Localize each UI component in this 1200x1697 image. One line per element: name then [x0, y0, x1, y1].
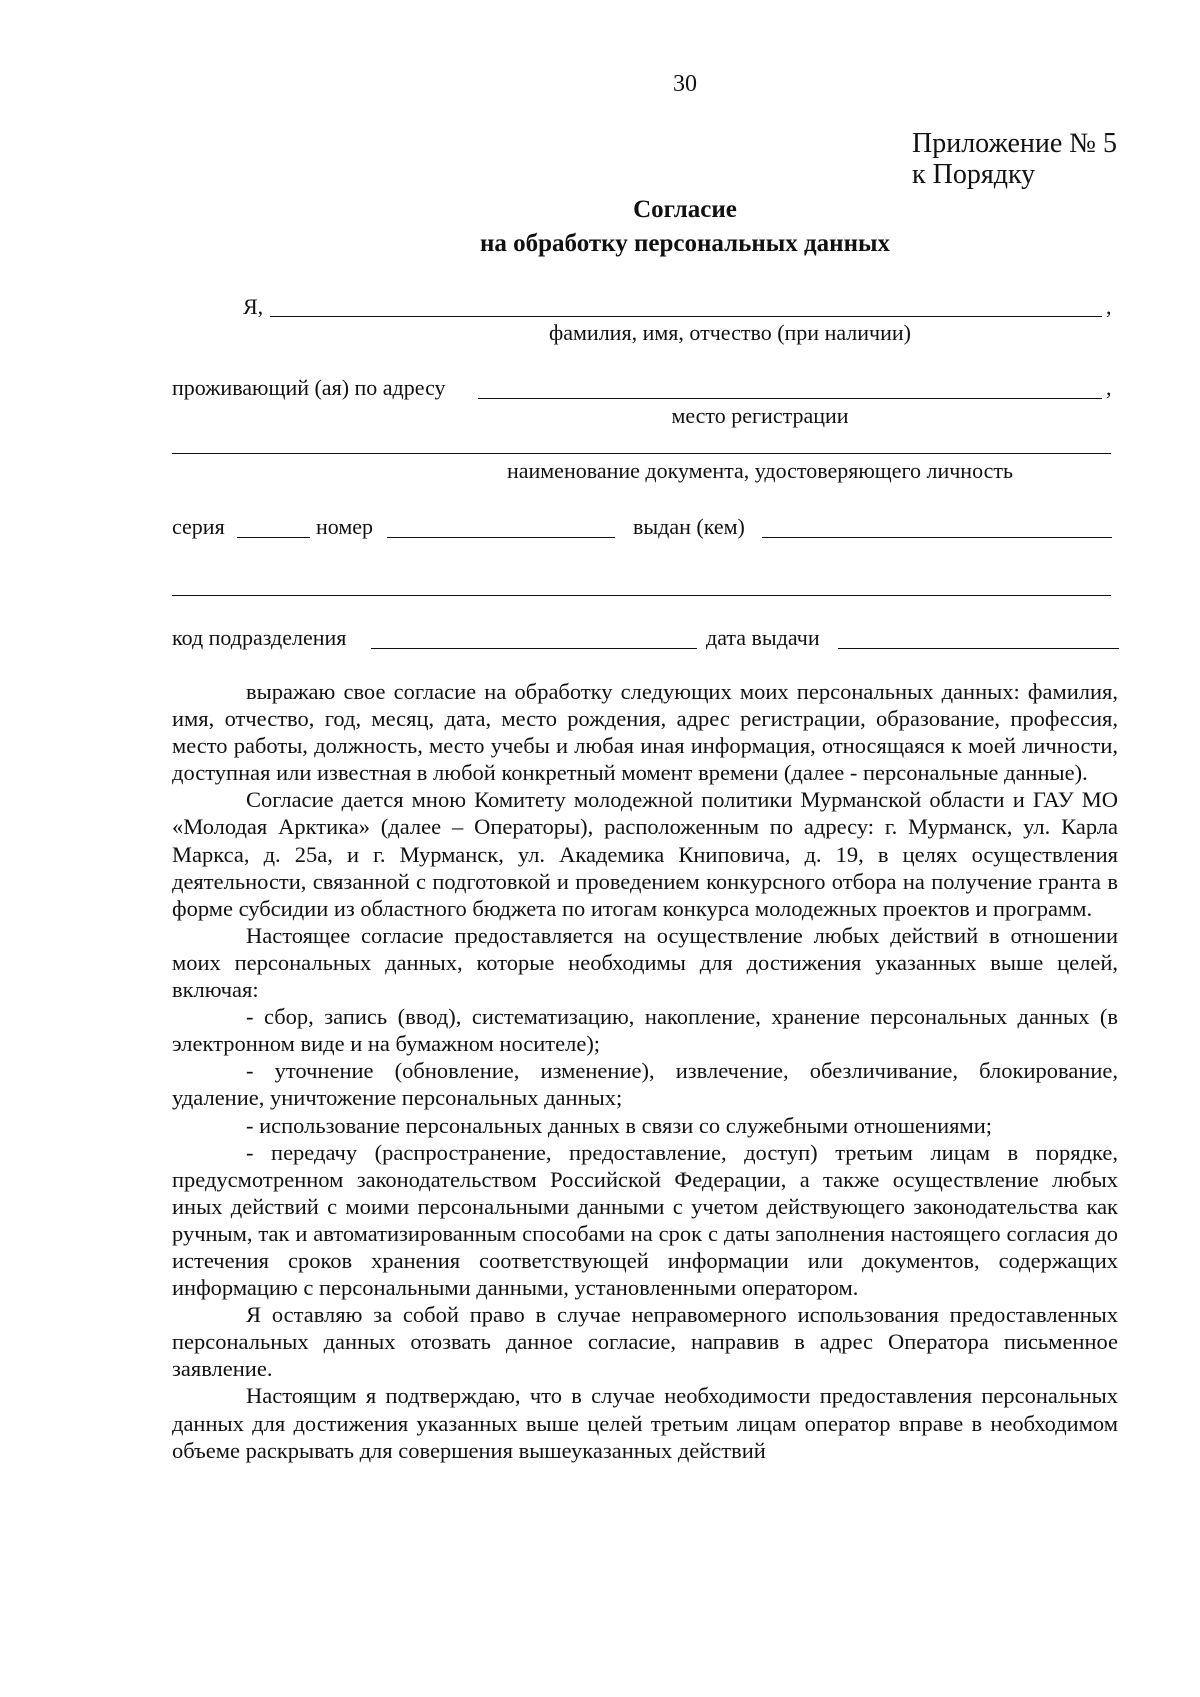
paragraph-operators: Согласие дается мною Комитету молодежной политики Мурманской области и ГАУ МО «Молодая Арктика» (далее – Операторы), расположенным по адресу: г. Мурманск, ул. Карла Маркса, д. 25а, и г. Мурманск, ул. Академика Книповича, д. 19, в целях осуществления деятельности, связанной с подготовкой и проведением конкурсного отбора на получение гранта в форме субсидии из областного бюджета по итогам конкурса молодежных проектов и программ. — [172, 787, 1118, 921]
appendix-order: к Порядку — [912, 159, 1036, 190]
registration-caption: место регистрации — [671, 403, 849, 428]
paragraph-usage: - использование персональных данных в связи со служебными отношениями; — [246, 1112, 993, 1138]
issued-by-continuation-field[interactable] — [172, 595, 1111, 596]
number-field[interactable] — [387, 537, 615, 538]
division-code-field[interactable] — [371, 648, 697, 649]
consent-body — [172, 678, 1118, 1464]
address-label: проживающий (ая) по адресу — [172, 375, 446, 400]
title-line-2: на обработку персональных данных — [480, 230, 890, 257]
appendix-number: Приложение № 5 — [912, 128, 1117, 159]
page-number: 30 — [673, 71, 697, 97]
fio-field[interactable] — [270, 316, 1102, 317]
issue-date-label: дата выдачи — [706, 625, 820, 650]
document-field[interactable] — [172, 453, 1111, 454]
document-title — [0, 193, 1200, 261]
appendix-reference — [912, 128, 1117, 190]
i-label: Я, — [243, 294, 264, 319]
series-label: серия — [172, 514, 225, 539]
paragraph-transfer: - передачу (распространение, предоставление, доступ) третьим лицам в порядке, предусмотренном законодательством Российской Федерации, а также осуществление любых иных действий с моими персональными данными с учетом действующего законодательства как ручным, так и автоматизированным способами на срок с даты заполнения настоящего согласия до истечения сроков хранения соответствующей информации или документов, содержащих информацию с персональными данными, установленными оператором. — [172, 1139, 1118, 1301]
series-field[interactable] — [237, 537, 310, 538]
paragraph-revocation: Я оставляю за собой право в случае неправомерного использования предоставленных персональных данных отозвать данное согласие, направив в адрес Оператора письменное заявление. — [172, 1302, 1118, 1382]
paragraph-confirmation: Настоящим я подтверждаю, что в случае необходимости предоставления персональных данных для достижения указанных выше целей третьим лицам оператор вправе в необходимом объеме раскрывать для совершения вышеуказанных действий — [172, 1383, 1118, 1463]
paragraph-consent-data: выражаю свое согласие на обработку следующих моих персональных данных: фамилия, имя, отчество, год, месяц, дата, место рождения, адрес регистрации, образование, профессия, место работы, должность, место учебы и любая иная информация, относящаяся к моей личности, доступная или известная в любой конкретный момент времени (далее - персональные данные). — [172, 679, 1118, 786]
fio-caption: фамилия, имя, отчество (при наличии) — [548, 320, 911, 345]
document-caption: наименование документа, удостоверяющего личность — [506, 458, 1014, 483]
paragraph-collection: - сбор, запись (ввод), систематизацию, накопление, хранение персональных данных (в электронном виде и на бумажном носителе); — [172, 1004, 1118, 1057]
paragraph-actions-intro: Настоящее согласие предоставляется на осуществление любых действий в отношении моих персональных данных, которые необходимы для достижения указанных выше целей, включая: — [172, 922, 1118, 1003]
issued-by-field[interactable] — [762, 537, 1112, 538]
paragraph-clarification: - уточнение (обновление, изменение), извлечение, обезличивание, блокирование, удаление, уничтожение персональных данных; — [172, 1058, 1118, 1111]
fio-comma: , — [1106, 294, 1112, 319]
number-label: номер — [316, 514, 374, 539]
issued-by-label: выдан (кем) — [633, 514, 745, 539]
division-code-label: код подразделения — [172, 625, 347, 650]
issue-date-field[interactable] — [838, 648, 1119, 649]
title-line-1: Согласие — [633, 196, 737, 223]
address-field[interactable] — [478, 398, 1102, 399]
address-comma: , — [1106, 375, 1112, 400]
